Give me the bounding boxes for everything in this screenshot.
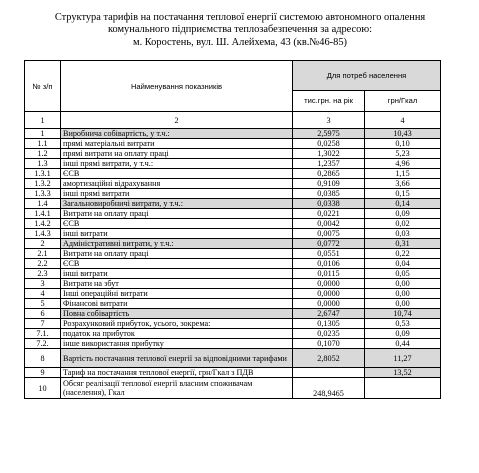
row-value-uah-per-gcal: 0,44 <box>365 339 441 349</box>
header-index-2: 2 <box>61 112 293 129</box>
row-number: 1.3.2 <box>25 179 61 189</box>
header-unit-1: тис.грн. на рік <box>293 90 365 111</box>
row-number: 2.2 <box>25 259 61 269</box>
row-value-uah-per-gcal: 11,27 <box>365 349 441 368</box>
row-number: 7 <box>25 319 61 329</box>
row-value-thousand-uah: 0,0235 <box>293 329 365 339</box>
table-row <box>25 339 441 349</box>
table-row <box>25 179 441 189</box>
row-value-uah-per-gcal: 3,66 <box>365 179 441 189</box>
row-number: 1.3.3 <box>25 189 61 199</box>
row-value-thousand-uah: 1,2357 <box>293 159 365 169</box>
row-value-thousand-uah: 2,5975 <box>293 129 365 139</box>
row-value-thousand-uah: 0,0042 <box>293 219 365 229</box>
row-number: 1.4.2 <box>25 219 61 229</box>
row-value-thousand-uah: 0,1070 <box>293 339 365 349</box>
table-row <box>25 219 441 229</box>
table-row <box>25 149 441 159</box>
row-value-thousand-uah: 0,0106 <box>293 259 365 269</box>
row-label: Фінансові витрати <box>61 299 293 309</box>
table-row <box>25 368 441 378</box>
row-value-uah-per-gcal: 0,31 <box>365 239 441 249</box>
table-row <box>25 309 441 319</box>
row-label: прямі витрати на оплату праці <box>61 149 293 159</box>
row-label: Загальновиробничі витрати, у т.ч.: <box>61 199 293 209</box>
row-number: 10 <box>25 378 61 399</box>
table-row <box>25 349 441 368</box>
header-unit-2: грн/Гкал <box>365 90 441 111</box>
row-value-thousand-uah: 2,8052 <box>293 349 365 368</box>
row-number: 1.3.1 <box>25 169 61 179</box>
row-number: 4 <box>25 289 61 299</box>
title-line-3: м. Коростень, вул. Ш. Алейхема, 43 (кв.№46-85) <box>133 36 347 48</box>
row-value-thousand-uah: 1,3022 <box>293 149 365 159</box>
row-label: Розрахунковий прибуток, усього, зокрема: <box>61 319 293 329</box>
row-value-thousand-uah: 0,0221 <box>293 209 365 219</box>
row-value-thousand-uah: 0,1305 <box>293 319 365 329</box>
row-label: Витрати на збут <box>61 279 293 289</box>
row-label: інші витрати <box>61 229 293 239</box>
row-label: Адміністративні витрати, у т.ч.: <box>61 239 293 249</box>
row-value-uah-per-gcal: 0,04 <box>365 259 441 269</box>
row-label: Тариф на постачання теплової енергії, грн/Гкал з ПДВ <box>61 368 293 378</box>
row-value-thousand-uah: 0,0075 <box>293 229 365 239</box>
table-row <box>25 189 441 199</box>
row-label: Вартість постачання теплової енергії за відповідними тарифами <box>61 349 293 368</box>
row-value-uah-per-gcal: 5,23 <box>365 149 441 159</box>
table-row <box>25 239 441 249</box>
row-value-uah-per-gcal: 0,09 <box>365 329 441 339</box>
row-number: 1.3 <box>25 159 61 169</box>
header-index-3: 3 <box>293 112 365 129</box>
row-label: ЄСВ <box>61 259 293 269</box>
row-label: Витрати на оплату праці <box>61 209 293 219</box>
row-value-uah-per-gcal: 0,00 <box>365 289 441 299</box>
header-row-index <box>25 112 441 129</box>
row-label: інші прямі витрати, у т.ч.: <box>61 159 293 169</box>
table-row <box>25 129 441 139</box>
row-label: Обсяг реалізації теплової енергії власним споживачам (населення), Гкал <box>61 378 293 399</box>
table-row <box>25 209 441 219</box>
table-row <box>25 269 441 279</box>
row-value-thousand-uah: 0,0115 <box>293 269 365 279</box>
row-value-thousand-uah: 0,0000 <box>293 289 365 299</box>
row-label: Інші операційні витрати <box>61 289 293 299</box>
table-row <box>25 319 441 329</box>
row-label: інші прямі витрати <box>61 189 293 199</box>
row-value-thousand-uah: 0,0258 <box>293 139 365 149</box>
row-number: 7.2. <box>25 339 61 349</box>
row-number: 9 <box>25 368 61 378</box>
row-value-uah-per-gcal: 0,22 <box>365 249 441 259</box>
row-value-thousand-uah: 0,9109 <box>293 179 365 189</box>
row-value-uah-per-gcal: 0,14 <box>365 199 441 209</box>
table-row <box>25 299 441 309</box>
row-value-thousand-uah: 0,0772 <box>293 239 365 249</box>
document-title <box>10 12 470 49</box>
table-row <box>25 199 441 209</box>
row-label: інше використання прибутку <box>61 339 293 349</box>
row-value-thousand-uah: 2,6747 <box>293 309 365 319</box>
row-label: податок на прибуток <box>61 329 293 339</box>
row-number: 6 <box>25 309 61 319</box>
row-value-uah-per-gcal: 10,43 <box>365 129 441 139</box>
table-row <box>25 139 441 149</box>
row-number: 2.1 <box>25 249 61 259</box>
row-label: Виробнича собівартість, у т.ч.: <box>61 129 293 139</box>
row-number: 3 <box>25 279 61 289</box>
row-number: 1 <box>25 129 61 139</box>
row-value-thousand-uah: 0,2865 <box>293 169 365 179</box>
row-value-uah-per-gcal: 4,96 <box>365 159 441 169</box>
table-body <box>25 129 441 399</box>
row-value-uah-per-gcal <box>365 378 441 399</box>
table-row <box>25 169 441 179</box>
table-row <box>25 378 441 399</box>
row-value-uah-per-gcal: 0,02 <box>365 219 441 229</box>
row-number: 1.4 <box>25 199 61 209</box>
row-value-thousand-uah: 0,0385 <box>293 189 365 199</box>
row-number: 1.4.3 <box>25 229 61 239</box>
row-number: 2 <box>25 239 61 249</box>
row-value-thousand-uah: 248,9465 <box>293 378 365 399</box>
title-line-1: Структура тарифів на постачання теплової енергії системою автономного опалення <box>54 12 426 23</box>
row-value-uah-per-gcal: 0,53 <box>365 319 441 329</box>
row-number: 5 <box>25 299 61 309</box>
row-value-uah-per-gcal: 0,15 <box>365 189 441 199</box>
row-number: 2.3 <box>25 269 61 279</box>
row-label: інші витрати <box>61 269 293 279</box>
row-value-thousand-uah <box>293 368 365 378</box>
row-number: 1.2 <box>25 149 61 159</box>
row-value-thousand-uah: 0,0338 <box>293 199 365 209</box>
table-row <box>25 329 441 339</box>
row-value-uah-per-gcal: 0,00 <box>365 279 441 289</box>
row-number: 1.1 <box>25 139 61 149</box>
row-value-uah-per-gcal: 0,00 <box>365 299 441 309</box>
header-index-4: 4 <box>365 112 441 129</box>
header-row-top <box>25 61 441 91</box>
row-label: прямі матеріальні витрати <box>61 139 293 149</box>
row-value-thousand-uah: 0,0551 <box>293 249 365 259</box>
row-label: Витрати на оплату праці <box>61 249 293 259</box>
row-label: ЄСВ <box>61 169 293 179</box>
row-number: 7.1. <box>25 329 61 339</box>
tariff-structure-table <box>24 60 441 399</box>
row-value-uah-per-gcal: 0,05 <box>365 269 441 279</box>
row-value-thousand-uah: 0,0000 <box>293 279 365 289</box>
header-num: № з/п <box>25 61 61 112</box>
row-label: ЄСВ <box>61 219 293 229</box>
header-group: Для потреб населення <box>293 61 441 91</box>
header-name: Найменування показників <box>61 61 293 112</box>
row-value-uah-per-gcal: 10,74 <box>365 309 441 319</box>
row-label: Повна собівартість <box>61 309 293 319</box>
table-row <box>25 249 441 259</box>
row-value-uah-per-gcal: 0,10 <box>365 139 441 149</box>
table-row <box>25 259 441 269</box>
row-value-uah-per-gcal: 0,03 <box>365 229 441 239</box>
header-index-1: 1 <box>25 112 61 129</box>
row-value-uah-per-gcal: 1,15 <box>365 169 441 179</box>
row-number: 1.4.1 <box>25 209 61 219</box>
row-label: амортизаційні відрахування <box>61 179 293 189</box>
table-row <box>25 279 441 289</box>
table-row <box>25 229 441 239</box>
row-value-uah-per-gcal: 0,09 <box>365 209 441 219</box>
table-row <box>25 159 441 169</box>
title-line-2: комунального підприємства теплозабезпечення за адресою: <box>107 24 373 36</box>
table-row <box>25 289 441 299</box>
row-value-thousand-uah: 0,0000 <box>293 299 365 309</box>
row-value-uah-per-gcal: 13,52 <box>365 368 441 378</box>
row-number: 8 <box>25 349 61 368</box>
